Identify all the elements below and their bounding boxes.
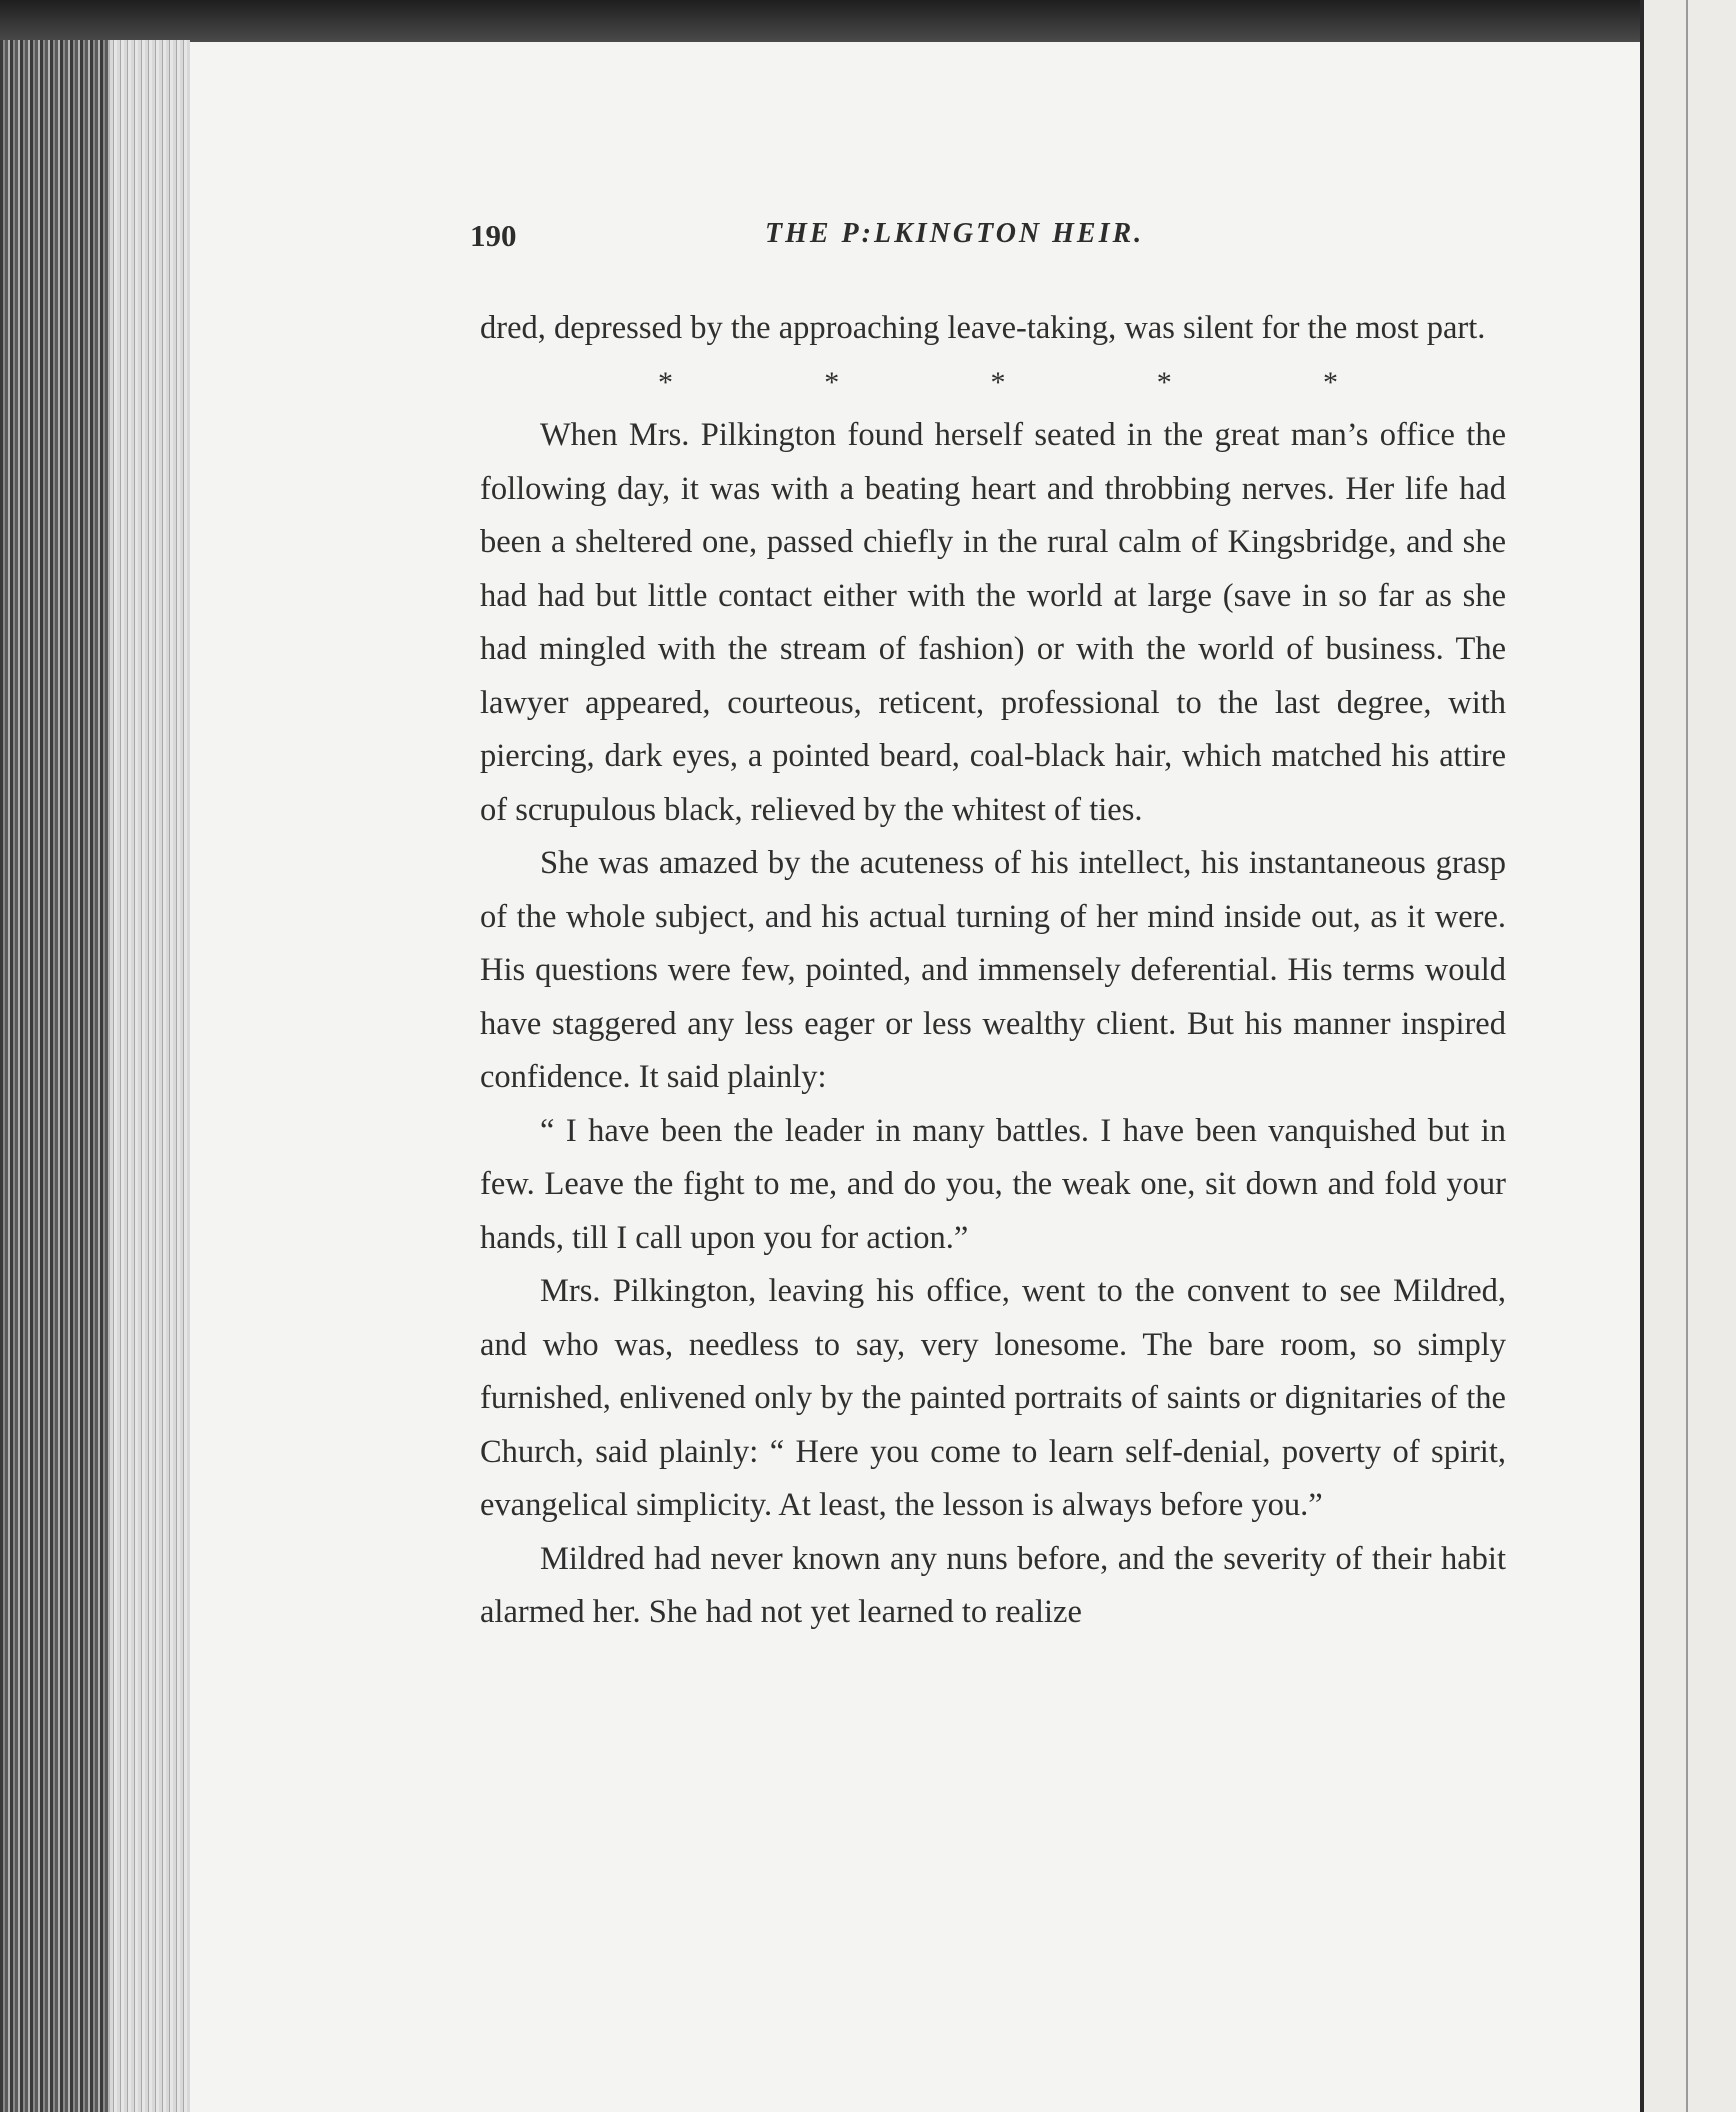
asterisk: * [1156, 365, 1172, 399]
running-title: THE P:LKINGTON HEIR. [765, 218, 1145, 249]
paragraph-3: She was amazed by the acuteness of his intellect, his instantaneous grasp of the whole subject, and his actual turning of her mind inside out, as it were. His questions were few, pointed, and immensely deferential. His terms would have staggered any less eager or less wealthy client. But his manner inspired confidence. It said plainly: [480, 845, 1506, 1095]
paragraph-2: When Mrs. Pilkington found herself seated in the great man’s office the following day, it was with a beating heart and throbbing nerves. Her life had been a sheltered one, passed chiefly in the rural calm of Kingsbridge, and she had had but little contact either with the world at large (save in so far as she had mingled with the stream of fashion) or with the world of business. The lawyer appeared, courteous, reticent, professional to the last degree, with piercing, dark eyes, a pointed beard, coal-black hair, which matched his attire of scrupulous black, relieved by the whitest of ties. [480, 417, 1506, 828]
paragraph-1: dred, depressed by the approaching leave-taking, was silent for the most part. [480, 310, 1486, 346]
asterisk: * [1323, 365, 1338, 399]
section-separator [658, 356, 1338, 410]
paragraph-quote: “ I have been the leader in many battles. I have been vanquished but in few. Leave the fight to me, and do you, the weak one, sit down and fold your hands, till I call upon you for action.” [480, 1112, 1506, 1256]
paragraph-6: Mildred had never known any nuns before, and the severity of their habit alarmed her. She had not yet learned to realize [480, 1540, 1506, 1630]
asterisk: * [990, 365, 1006, 399]
page-edges-left-light [110, 40, 190, 2112]
scan-top-shadow [0, 0, 1736, 42]
running-header [470, 218, 1510, 258]
facing-page-edge [1640, 0, 1736, 2112]
body-text [480, 302, 1506, 1640]
asterisk: * [824, 365, 840, 399]
paragraph-5: Mrs. Pilkington, leaving his office, went to the convent to see Mildred, and who was, needless to say, very lonesome. The bare room, so simply furnished, enlivened only by the painted portraits of saints or dignitaries of the Church, said plainly: “ Here you come to learn self-denial, poverty of spirit, evangelical simplicity. At least, the lesson is always before you.” [480, 1273, 1506, 1523]
page-number: 190 [470, 218, 517, 253]
asterisk: * [658, 365, 673, 399]
